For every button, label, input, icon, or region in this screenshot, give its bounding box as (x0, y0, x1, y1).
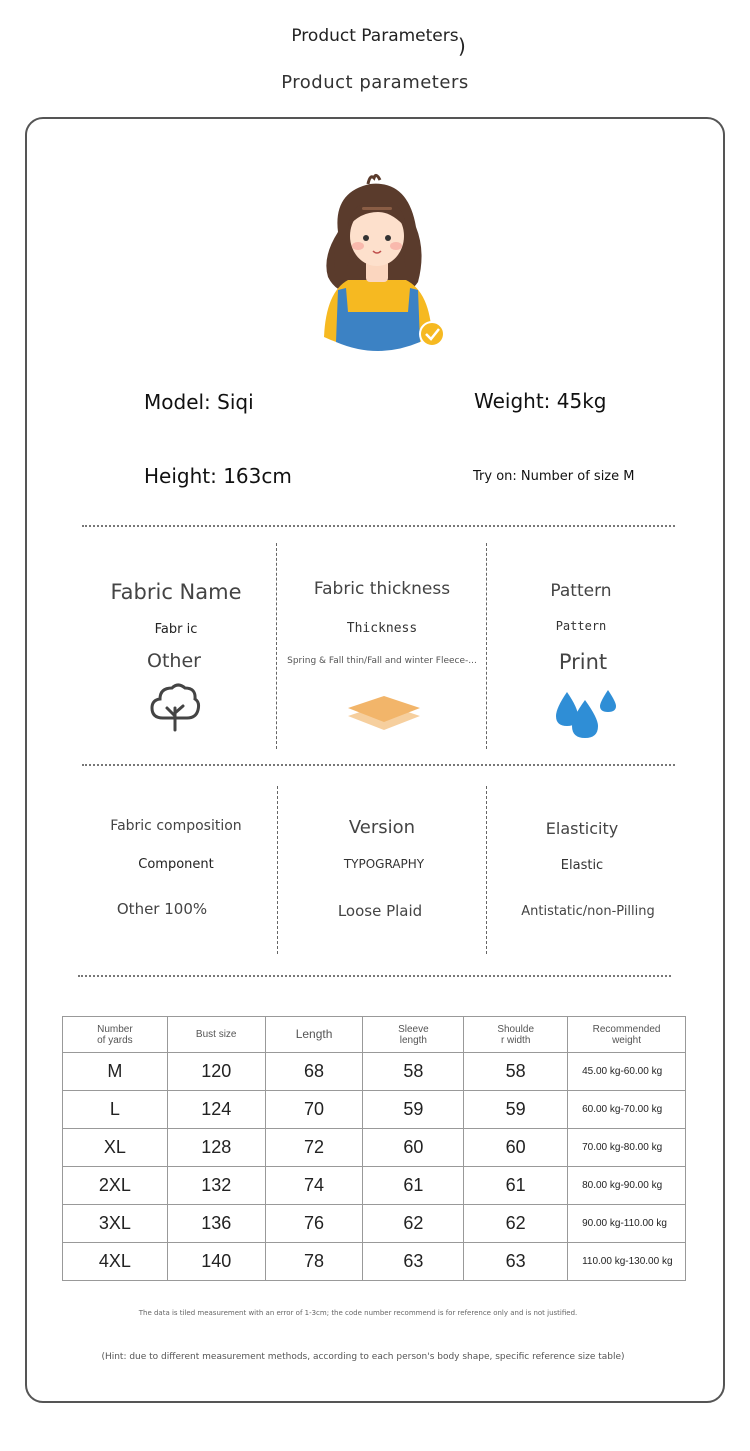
title-paren: ) (458, 34, 466, 58)
table-cell: 59 (464, 1091, 568, 1129)
header-weight (568, 1017, 686, 1053)
fabric-composition-value: Other 100% (116, 900, 208, 918)
version-title: Version (348, 817, 416, 838)
table-cell: 80.00 kg-90.00 kg (568, 1167, 686, 1205)
page-subtitle: Product parameters (281, 72, 469, 93)
table-cell: 140 (167, 1243, 265, 1281)
column-divider (486, 543, 487, 749)
fabric-composition-title: Fabric composition (110, 818, 242, 834)
table-cell: 128 (167, 1129, 265, 1167)
model-height: Height: 163cm (144, 464, 292, 488)
table-cell: 62 (464, 1205, 568, 1243)
header-yards (63, 1017, 168, 1053)
table-cell: 4XL (63, 1243, 168, 1281)
fabric-thickness-sub: Thickness (346, 621, 418, 636)
divider (82, 525, 675, 527)
table-row (63, 1091, 686, 1129)
model-try-on: Try on: Number of size M (473, 469, 635, 484)
table-row (63, 1167, 686, 1205)
model-avatar (308, 172, 448, 357)
table-row (63, 1243, 686, 1281)
table-cell: 90.00 kg-110.00 kg (568, 1205, 686, 1243)
table-cell: 70.00 kg-80.00 kg (568, 1129, 686, 1167)
elasticity-sub: Elastic (560, 858, 604, 873)
table-cell: 60 (464, 1129, 568, 1167)
pattern-sub: Pattern (555, 619, 607, 633)
table-cell: 63 (363, 1243, 464, 1281)
table-cell: 110.00 kg-130.00 kg (568, 1243, 686, 1281)
header-text: Recommended weight (592, 1023, 661, 1046)
header-length (265, 1017, 363, 1053)
fabric-name-sub: Fabr ic (154, 622, 198, 637)
column-divider (486, 786, 487, 954)
header-text: Number of yards (97, 1023, 133, 1046)
table-cell: 59 (363, 1091, 464, 1129)
version-value: Loose Plaid (337, 902, 423, 920)
table-cell: 76 (265, 1205, 363, 1243)
fabric-composition-sub: Component (138, 857, 214, 872)
hint-note: (Hint: due to different measurement methods, according to each person's body shape, specific reference size table) (101, 1352, 625, 1362)
fabric-thickness-value: Spring & Fall thin/Fall and winter Fleece-... (287, 656, 477, 666)
table-cell: XL (63, 1129, 168, 1167)
table-cell: 136 (167, 1205, 265, 1243)
table-header-row (63, 1017, 686, 1053)
table-cell: 61 (363, 1167, 464, 1205)
table-row (63, 1129, 686, 1167)
column-divider (276, 543, 277, 749)
divider (78, 975, 671, 977)
elasticity-value: Antistatic/non-Pilling (521, 904, 655, 919)
table-cell: L (63, 1091, 168, 1129)
table-cell: 132 (167, 1167, 265, 1205)
header-shoulder (464, 1017, 568, 1053)
title-text: Product Parameters (291, 26, 459, 46)
layers-icon (346, 694, 422, 734)
table-cell: 62 (363, 1205, 464, 1243)
table-cell: 60.00 kg-70.00 kg (568, 1091, 686, 1129)
fabric-name-value: Other (147, 650, 201, 672)
fabric-name-title: Fabric Name (110, 580, 242, 604)
table-row (63, 1053, 686, 1091)
page-title (0, 26, 750, 58)
table-cell: 3XL (63, 1205, 168, 1243)
table-cell: 45.00 kg-60.00 kg (568, 1053, 686, 1091)
table-cell: M (63, 1053, 168, 1091)
header-text: Length (295, 1027, 333, 1041)
header-text: Shoulde r width (497, 1023, 535, 1046)
table-cell: 70 (265, 1091, 363, 1129)
table-cell: 68 (265, 1053, 363, 1091)
header-bust (167, 1017, 265, 1053)
divider (82, 764, 675, 766)
elasticity-title: Elasticity (545, 819, 619, 838)
pattern-value: Print (558, 650, 608, 674)
column-divider (277, 786, 278, 954)
table-cell: 58 (363, 1053, 464, 1091)
pattern-title: Pattern (550, 581, 612, 601)
header-sleeve (363, 1017, 464, 1053)
version-sub: TYPOGRAPHY (343, 857, 425, 871)
model-weight: Weight: 45kg (474, 389, 607, 413)
water-drops-icon (554, 688, 618, 740)
table-cell: 58 (464, 1053, 568, 1091)
size-table (62, 1016, 686, 1281)
table-cell: 120 (167, 1053, 265, 1091)
table-cell: 2XL (63, 1167, 168, 1205)
table-cell: 124 (167, 1091, 265, 1129)
table-cell: 72 (265, 1129, 363, 1167)
table-cell: 78 (265, 1243, 363, 1281)
cotton-icon (148, 680, 202, 732)
header-text: Sleeve length (398, 1023, 429, 1046)
table-cell: 60 (363, 1129, 464, 1167)
table-row (63, 1205, 686, 1243)
fabric-thickness-title: Fabric thickness (313, 579, 451, 599)
table-cell: 61 (464, 1167, 568, 1205)
table-cell: 63 (464, 1243, 568, 1281)
table-cell: 74 (265, 1167, 363, 1205)
measurement-note: The data is tiled measurement with an error of 1-3cm; the code number recommend is for reference only and is not justified. (138, 1309, 578, 1317)
model-name: Model: Siqi (144, 390, 254, 414)
header-text: Bust size (195, 1029, 237, 1040)
